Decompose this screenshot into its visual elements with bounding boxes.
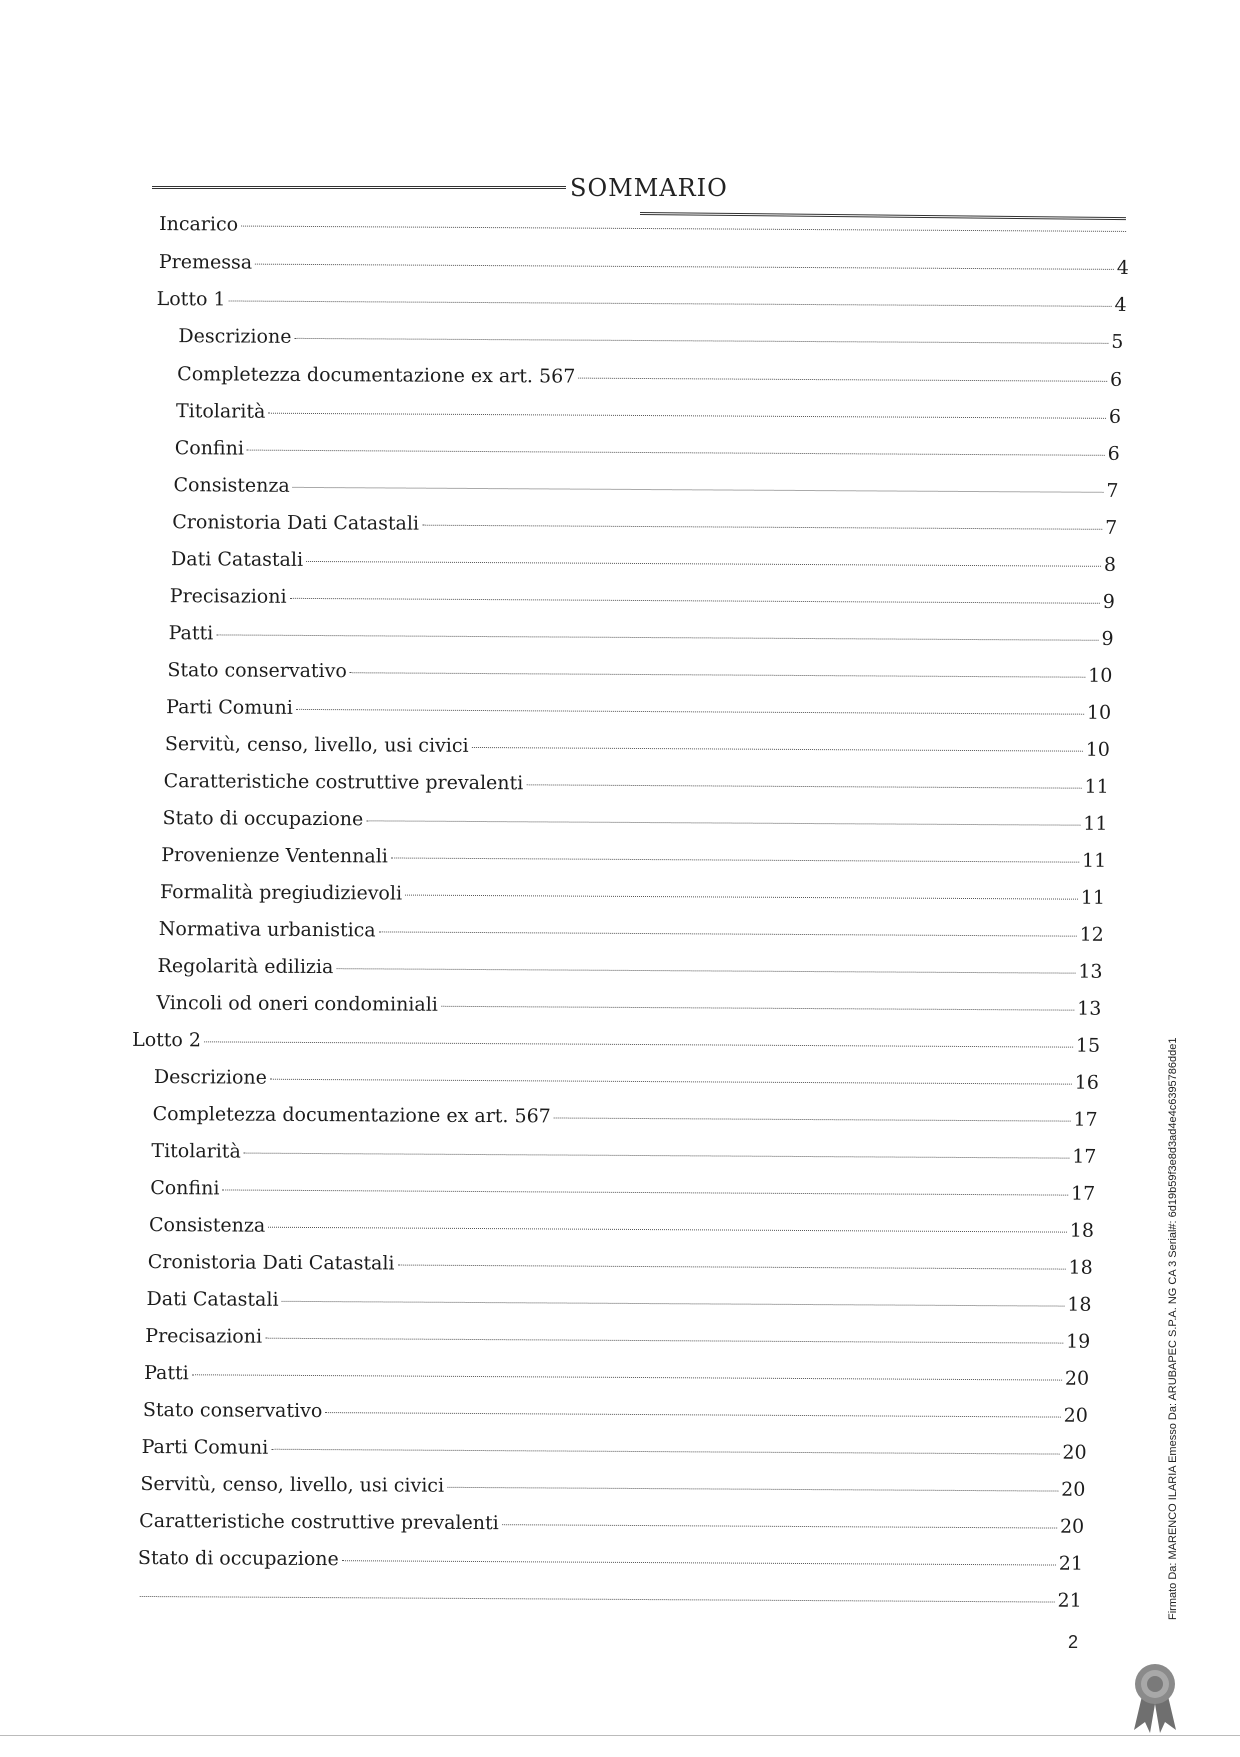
toc-entry-label: Dati Catastali [171, 548, 304, 571]
toc-entry-page: 17 [1070, 1182, 1096, 1205]
toc-leader-dots [526, 784, 1081, 788]
toc-entry [178, 324, 1123, 354]
toc-entry [159, 250, 1129, 280]
toc-leader-dots [391, 857, 1079, 862]
toc-entry-label: Servitù, censo, livello, usi civici [140, 1472, 445, 1497]
toc-entry [161, 843, 1106, 873]
toc-entry-page: 11 [1081, 849, 1107, 872]
toc-leader-dots [350, 672, 1085, 677]
toc-leader-dots [447, 1487, 1058, 1492]
toc-entry-page: 11 [1084, 775, 1109, 798]
toc-leader-dots [265, 1338, 1063, 1344]
toc-entry [148, 1250, 1093, 1280]
toc-entry-label: Cronistoria Dati Catastali [147, 1251, 395, 1275]
toc-entry-label: Consistenza [173, 474, 290, 497]
toc-entry-page: 11 [1080, 886, 1106, 909]
toc-entry [137, 1583, 1082, 1613]
toc-entry-label: Stato conservativo [167, 659, 347, 683]
toc-entry-label: Titolarità [175, 400, 266, 423]
toc-entry-label: Patti [168, 622, 214, 645]
toc-entry [132, 1028, 1100, 1058]
toc-entry [145, 1324, 1090, 1354]
toc-entry-page: 10 [1085, 738, 1110, 761]
toc-leader-dots [192, 1374, 1062, 1380]
toc-leader-dots [255, 264, 1114, 270]
toc-entry [144, 1361, 1089, 1391]
toc-entry-page: 4 [1116, 256, 1129, 279]
toc-entry-page: 10 [1088, 664, 1113, 687]
toc-entry-label: Vincoli od oneri condominiali [156, 992, 438, 1016]
toc-entry-label: Parti Comuni [166, 696, 293, 719]
toc-leader-dots [336, 968, 1075, 974]
toc-entry-label: Caratteristiche costruttive prevalenti [163, 770, 524, 795]
toc-entry-page: 6 [1107, 442, 1120, 465]
toc-leader-dots [290, 598, 1100, 604]
toc-leader-dots [247, 450, 1105, 456]
toc-entry-label: Formalità pregiudizievoli [159, 881, 403, 905]
toc-entry [157, 287, 1127, 317]
toc-entry [156, 991, 1101, 1021]
toc-entry [154, 1065, 1099, 1095]
toc-entry-page: 15 [1075, 1034, 1101, 1057]
toc-entry-label: Consistenza [148, 1214, 266, 1237]
toc-entry-label: Completezza documentazione ex art. 567 [177, 363, 576, 388]
toc-entry-label: Patti [144, 1361, 189, 1385]
toc-entry [153, 1102, 1098, 1132]
toc-leader-dots [554, 1117, 1071, 1121]
toc-entry-page: 10 [1086, 701, 1112, 724]
toc-entry-label: Descrizione [178, 325, 292, 348]
toc-entry [150, 1176, 1095, 1206]
toc-entry [173, 473, 1118, 503]
toc-leader-dots [140, 1596, 1055, 1603]
toc-entry-page: 20 [1062, 1441, 1087, 1464]
toc-entry-label: Stato di occupazione [137, 1546, 339, 1571]
toc-leader-dots [296, 709, 1084, 715]
toc-entry-page: 11 [1083, 812, 1108, 835]
toc-leader-dots [204, 1041, 1073, 1047]
toc-entry-label: Precisazioni [169, 585, 287, 608]
toc-entry-label: Titolarità [151, 1140, 241, 1163]
toc-entry-label: Lotto 1 [156, 288, 226, 311]
toc-entry-page: 7 [1105, 516, 1118, 539]
toc-entry [175, 436, 1120, 466]
toc-leader-dots [342, 1560, 1056, 1565]
toc-entry-page: 17 [1072, 1145, 1097, 1168]
toc-entry-page: 13 [1077, 997, 1102, 1020]
toc-entry [138, 1546, 1083, 1576]
toc-entry-label: Caratteristiche costruttive prevalenti [139, 1509, 499, 1535]
page-bottom-edge [0, 1735, 1240, 1736]
toc-entry-label: Incarico [159, 213, 239, 236]
toc-entry [160, 880, 1105, 910]
toc-entry-page: 8 [1103, 553, 1117, 576]
toc-leader-dots [472, 747, 1083, 752]
toc-leader-dots [229, 300, 1112, 306]
toc-entry-page: 7 [1106, 479, 1119, 502]
toc-entry-label: Servitù, censo, livello, usi civici [164, 733, 469, 757]
toc-entry-page: 9 [1101, 627, 1114, 650]
toc-leader-dots [271, 1449, 1059, 1455]
toc-leader-dots [293, 487, 1104, 493]
toc-entry-label: Confini [150, 1177, 220, 1200]
toc-entry-label: Parti Comuni [141, 1435, 269, 1459]
toc-leader-dots [222, 1189, 1068, 1195]
toc-entry [149, 1213, 1094, 1243]
toc-entry [170, 584, 1115, 614]
toc-entry-page: 5 [1111, 330, 1124, 353]
toc-entry-label: Dati Catastali [146, 1287, 279, 1311]
toc-entry-page: 21 [1058, 1552, 1084, 1575]
toc-entry [140, 1472, 1085, 1502]
toc-entry-page: 16 [1074, 1071, 1099, 1094]
toc-leader-dots [282, 1301, 1065, 1307]
toc-leader-dots [366, 820, 1080, 825]
toc-entry-page: 13 [1078, 960, 1103, 983]
toc-entry [176, 399, 1121, 429]
toc-entry-label: Cronistoria Dati Catastali [172, 511, 420, 535]
toc-entry-page: 20 [1061, 1478, 1086, 1501]
toc-entry-page: 18 [1069, 1219, 1095, 1242]
toc-leader-dots [270, 1079, 1072, 1085]
toc-entry-page: 4 [1114, 293, 1127, 316]
toc-entry [159, 917, 1104, 947]
toc-entry [169, 621, 1114, 651]
toc-entry-page: 18 [1067, 1293, 1092, 1316]
toc-entry-page: 20 [1059, 1515, 1085, 1538]
toc-leader-dots [268, 413, 1106, 419]
toc-entry-label: Premessa [158, 251, 253, 274]
toc-entry [139, 1509, 1084, 1539]
page-title: SOMMARIO [570, 174, 728, 202]
toc-entry-page: 18 [1068, 1256, 1093, 1279]
toc-entry-page: 6 [1108, 405, 1122, 428]
signature-text: Firmato Da: MARENCO ILARIA Emesso Da: ARUBAPEC S.P.A. NG CA 3 Serial#: 6d19b59f3e8d3ad4e4c6395786dde1 [1167, 1037, 1179, 1620]
toc-leader-dots [268, 1227, 1067, 1233]
toc-entry-page: 21 [1057, 1589, 1082, 1612]
toc-entry [142, 1435, 1087, 1465]
toc-entry [146, 1287, 1091, 1317]
toc-leader-dots [325, 1412, 1060, 1417]
toc-leader-dots [441, 1006, 1074, 1011]
toc-entry [166, 695, 1111, 725]
toc-entry-label: Stato di occupazione [162, 807, 364, 831]
toc-entry [143, 1398, 1088, 1428]
toc-entry [165, 732, 1110, 762]
toc-leader-dots [306, 561, 1101, 567]
toc-entry-label: Regolarità edilizia [157, 955, 334, 979]
page-number: 2 [1068, 1632, 1079, 1652]
toc-leader-dots [422, 525, 1102, 530]
toc-entry-label: Precisazioni [145, 1324, 263, 1348]
toc-entry [164, 769, 1109, 799]
toc-entry-label: Confini [174, 437, 245, 460]
toc-entry-label: Stato conservativo [142, 1398, 323, 1423]
toc-entry-label: Provenienze Ventennali [161, 844, 389, 868]
toc-entry [177, 362, 1122, 392]
toc-entry [158, 954, 1103, 984]
toc-entry-page: 17 [1073, 1108, 1098, 1131]
toc-leader-dots [294, 338, 1108, 344]
toc-entry-page: 6 [1110, 368, 1123, 391]
toc-leader-dots [578, 378, 1107, 382]
toc-entry-label: Lotto 2 [132, 1028, 202, 1052]
toc-entry-page: 9 [1102, 590, 1115, 613]
toc-entry-page: 20 [1064, 1367, 1090, 1390]
toc-entry-label: Descrizione [153, 1066, 268, 1089]
toc-entry [151, 1139, 1096, 1169]
toc-entry-page: 12 [1079, 923, 1104, 946]
toc-leader-dots [241, 226, 1126, 232]
toc-leader-dots [244, 1153, 1069, 1159]
toc-leader-dots [379, 931, 1077, 936]
toc-entry [162, 806, 1107, 836]
toc-entry-page: 20 [1063, 1404, 1088, 1427]
toc-entry-label: Normativa urbanistica [158, 918, 376, 942]
toc-leader-dots [397, 1265, 1065, 1270]
toc-entry [171, 547, 1116, 577]
toc-entry [159, 212, 1129, 242]
toc-leader-dots [405, 895, 1078, 900]
signature-seal-icon [1128, 1660, 1182, 1734]
toc-entry-label: Completezza documentazione ex art. 567 [152, 1103, 551, 1128]
toc-leader-dots [216, 634, 1098, 640]
toc-entry [172, 510, 1117, 540]
toc-entry [167, 658, 1112, 688]
toc-leader-dots [502, 1524, 1057, 1528]
toc-entry-page: 19 [1066, 1330, 1091, 1353]
